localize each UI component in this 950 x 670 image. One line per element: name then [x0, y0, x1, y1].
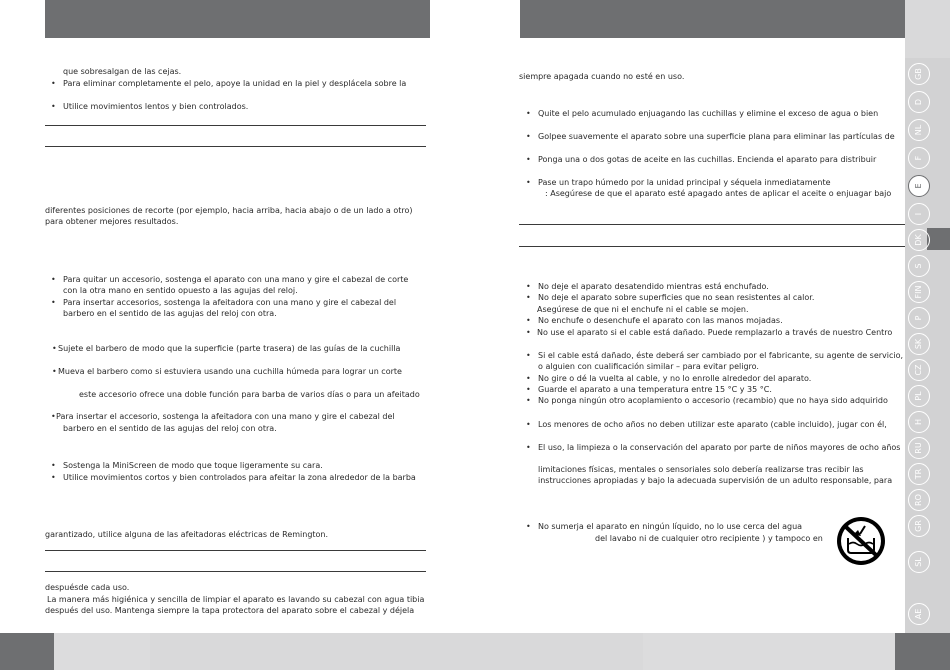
right-page — [475, 0, 905, 633]
bullet: • — [51, 102, 56, 111]
text-line: Utilice movimientos cortos y bien controlados para afeitar la zona alrededor de la barba — [63, 473, 416, 482]
tab-dk[interactable]: DK — [908, 229, 930, 251]
section-rule — [519, 224, 905, 225]
text-line: o alguien con cualificación similar – para evitar peligro. — [538, 362, 759, 371]
bullet: • — [526, 374, 531, 383]
text-line: Pase un trapo húmedo por la unidad principal y séquela inmediatamente — [538, 178, 831, 187]
text-line: este accesorio ofrece una doble función para barba de varios días o para un afeitado — [79, 390, 420, 399]
footer-block-light-left — [54, 633, 150, 670]
text-line: instrucciones apropiadas y bajo la adecuada supervisión de un adulto responsable, para — [538, 476, 893, 485]
text-line: No use el aparato si el cable está dañado. Puede remplazarlo a través de nuestro Centro — [537, 328, 893, 337]
text-line: No sumerja el aparato en ningún líquido, no lo use cerca del agua — [538, 522, 803, 531]
tab-f[interactable]: F — [908, 147, 930, 169]
text-line: Para insertar accesorios, sostenga la afeitadora con una mano y gire el cabezal del — [63, 298, 397, 307]
bullet: • — [526, 178, 531, 187]
text-line: Utilice movimientos lentos y bien controlados. — [63, 102, 249, 111]
text-line: despuésde cada uso. — [45, 583, 130, 592]
bullet: • — [526, 385, 531, 394]
text-line: Sujete el barbero de modo que la superficie (parte trasera) de las guías de la cuchilla — [58, 344, 401, 353]
section-rule — [45, 571, 426, 572]
tab-ro[interactable]: RO — [908, 489, 930, 511]
bullet: • — [526, 293, 531, 302]
bullet: • — [526, 316, 531, 325]
text-line: con la otra mano en sentido opuesto a las agujas del reloj. — [63, 286, 298, 295]
text-line: siempre apagada cuando no esté en uso. — [519, 72, 685, 81]
text-line: limitaciones físicas, mentales o sensoriales solo debería realizarse tras recibir las — [538, 465, 864, 474]
bullet: • — [526, 443, 531, 452]
bullet: • — [526, 282, 531, 291]
tab-i[interactable]: I — [908, 203, 930, 225]
section-rule — [45, 146, 426, 147]
tab-d[interactable]: D — [908, 91, 930, 113]
text-line: Guarde el aparato a una temperatura entre 15 °C y 35 °C. — [538, 385, 772, 394]
section-rule — [519, 246, 905, 247]
left-page — [0, 0, 475, 633]
bullet: • — [526, 522, 531, 531]
bullet: • — [526, 351, 531, 360]
bullet: • — [51, 473, 56, 482]
right-header-bar — [520, 0, 905, 38]
text-line: No ponga ningún otro acoplamiento o accesorio (recambio) que no haya sido adquirido — [538, 396, 888, 405]
tab-pl[interactable]: PL — [908, 385, 930, 407]
text-line: después del uso. Mantenga siempre la tapa protectora del aparato sobre el cabezal y déjela — [45, 606, 415, 615]
footer-block-dark-left — [0, 633, 54, 670]
text-line: diferentes posiciones de recorte (por ejemplo, hacia arriba, hacia abajo o de un lado a otro) — [45, 206, 413, 215]
text-line: El uso, la limpieza o la conservación del aparato por parte de niños mayores de ocho años — [538, 443, 901, 452]
bullet: • — [526, 328, 531, 337]
text-line: Para quitar un accesorio, sostenga el aparato con una mano y gire el cabezal de corte — [63, 275, 409, 284]
tab-p[interactable]: P — [908, 307, 930, 329]
bullet: • — [526, 109, 531, 118]
tab-h[interactable]: H — [908, 411, 930, 433]
text-line: Ponga una o dos gotas de aceite en las cuchillas. Encienda el aparato para distribuir — [538, 155, 877, 164]
section-rule — [45, 550, 426, 551]
active-tab-marker — [927, 228, 950, 250]
left-header-bar — [45, 0, 430, 38]
tab-gb[interactable]: GB — [908, 63, 930, 85]
tab-sk[interactable]: SK — [908, 333, 930, 355]
section-rule — [45, 125, 426, 126]
text-line: que sobresalgan de las cejas. — [63, 67, 182, 76]
text-line: : Asegúrese de que el aparato esté apagado antes de aplicar el aceite o enjuagar bajo — [545, 189, 892, 198]
tab-sl[interactable]: SL — [908, 551, 930, 573]
bullet: • — [51, 79, 56, 88]
no-water-immersion-icon — [836, 516, 886, 566]
tab-ru[interactable]: RU — [908, 437, 930, 459]
footer-block-light-right — [643, 633, 895, 670]
bullet: • — [526, 420, 531, 429]
text-line: Mueva el barbero como si estuviera usando una cuchilla húmeda para lograr un corte — [58, 367, 402, 376]
text-line: Los menores de ocho años no deben utilizar este aparato (cable incluido), jugar con él, — [538, 420, 887, 429]
bullet: • — [52, 344, 57, 353]
text-line: No gire o dé la vuelta al cable, y no lo enrolle alrededor del aparato. — [538, 374, 812, 383]
bullet: • — [526, 132, 531, 141]
tab-cz[interactable]: CZ — [908, 359, 930, 381]
tab-ae[interactable]: AE — [908, 603, 930, 625]
text-line: para obtener mejores resultados. — [45, 217, 179, 226]
text-line: La manera más higiénica y sencilla de limpiar el aparato es lavando su cabezal con agua tibia — [47, 595, 425, 604]
tab-gr[interactable]: GR — [908, 515, 930, 537]
text-line: Para insertar el accesorio, sostenga la afeitadora con una mano y gire el cabezal del — [56, 412, 395, 421]
tab-fin[interactable]: FIN — [908, 281, 930, 303]
bullet: • — [51, 275, 56, 284]
text-line: Asegúrese de que ni el enchufe ni el cable se mojen. — [537, 305, 749, 314]
bullet: • — [52, 367, 57, 376]
tab-e[interactable]: E — [908, 175, 930, 197]
text-line: del lavabo ni de cualquier otro recipiente ) y tampoco en — [595, 534, 823, 543]
tab-nl[interactable]: NL — [908, 119, 930, 141]
text-line: barbero en el sentido de las agujas del reloj con otra. — [63, 424, 277, 433]
text-line: garantizado, utilice alguna de las afeitadoras eléctricas de Remington. — [45, 530, 329, 539]
text-line: Sostenga la MiniScreen de modo que toque ligeramente su cara. — [63, 461, 323, 470]
bullet: • — [51, 461, 56, 470]
bullet: • — [526, 155, 531, 164]
text-line: No enchufe o desenchufe el aparato con las manos mojadas. — [538, 316, 783, 325]
bullet: • — [526, 396, 531, 405]
footer-block-dark-right — [895, 633, 950, 670]
text-line: Quite el pelo acumulado enjuagando las cuchillas y elimine el exceso de agua o bien — [538, 109, 879, 118]
text-line: Golpee suavemente el aparato sobre una superficie plana para eliminar las partículas de — [538, 132, 895, 141]
text-line: Para eliminar completamente el pelo, apoye la unidad en la piel y desplácela sobre la — [63, 79, 407, 88]
text-line: No deje el aparato desatendido mientras está enchufado. — [538, 282, 769, 291]
text-line: Si el cable está dañado, éste deberá ser cambiado por el fabricante, su agente de servicio, — [538, 351, 904, 360]
text-line: barbero en el sentido de las agujas del reloj con otra. — [63, 309, 277, 318]
tab-tr[interactable]: TR — [908, 463, 930, 485]
tab-s[interactable]: S — [908, 255, 930, 277]
text-line: No deje el aparato sobre superficies que no sean resistentes al calor. — [538, 293, 815, 302]
language-tab-strip — [905, 58, 950, 633]
bullet: • — [51, 298, 56, 307]
bullet: • — [51, 412, 56, 421]
